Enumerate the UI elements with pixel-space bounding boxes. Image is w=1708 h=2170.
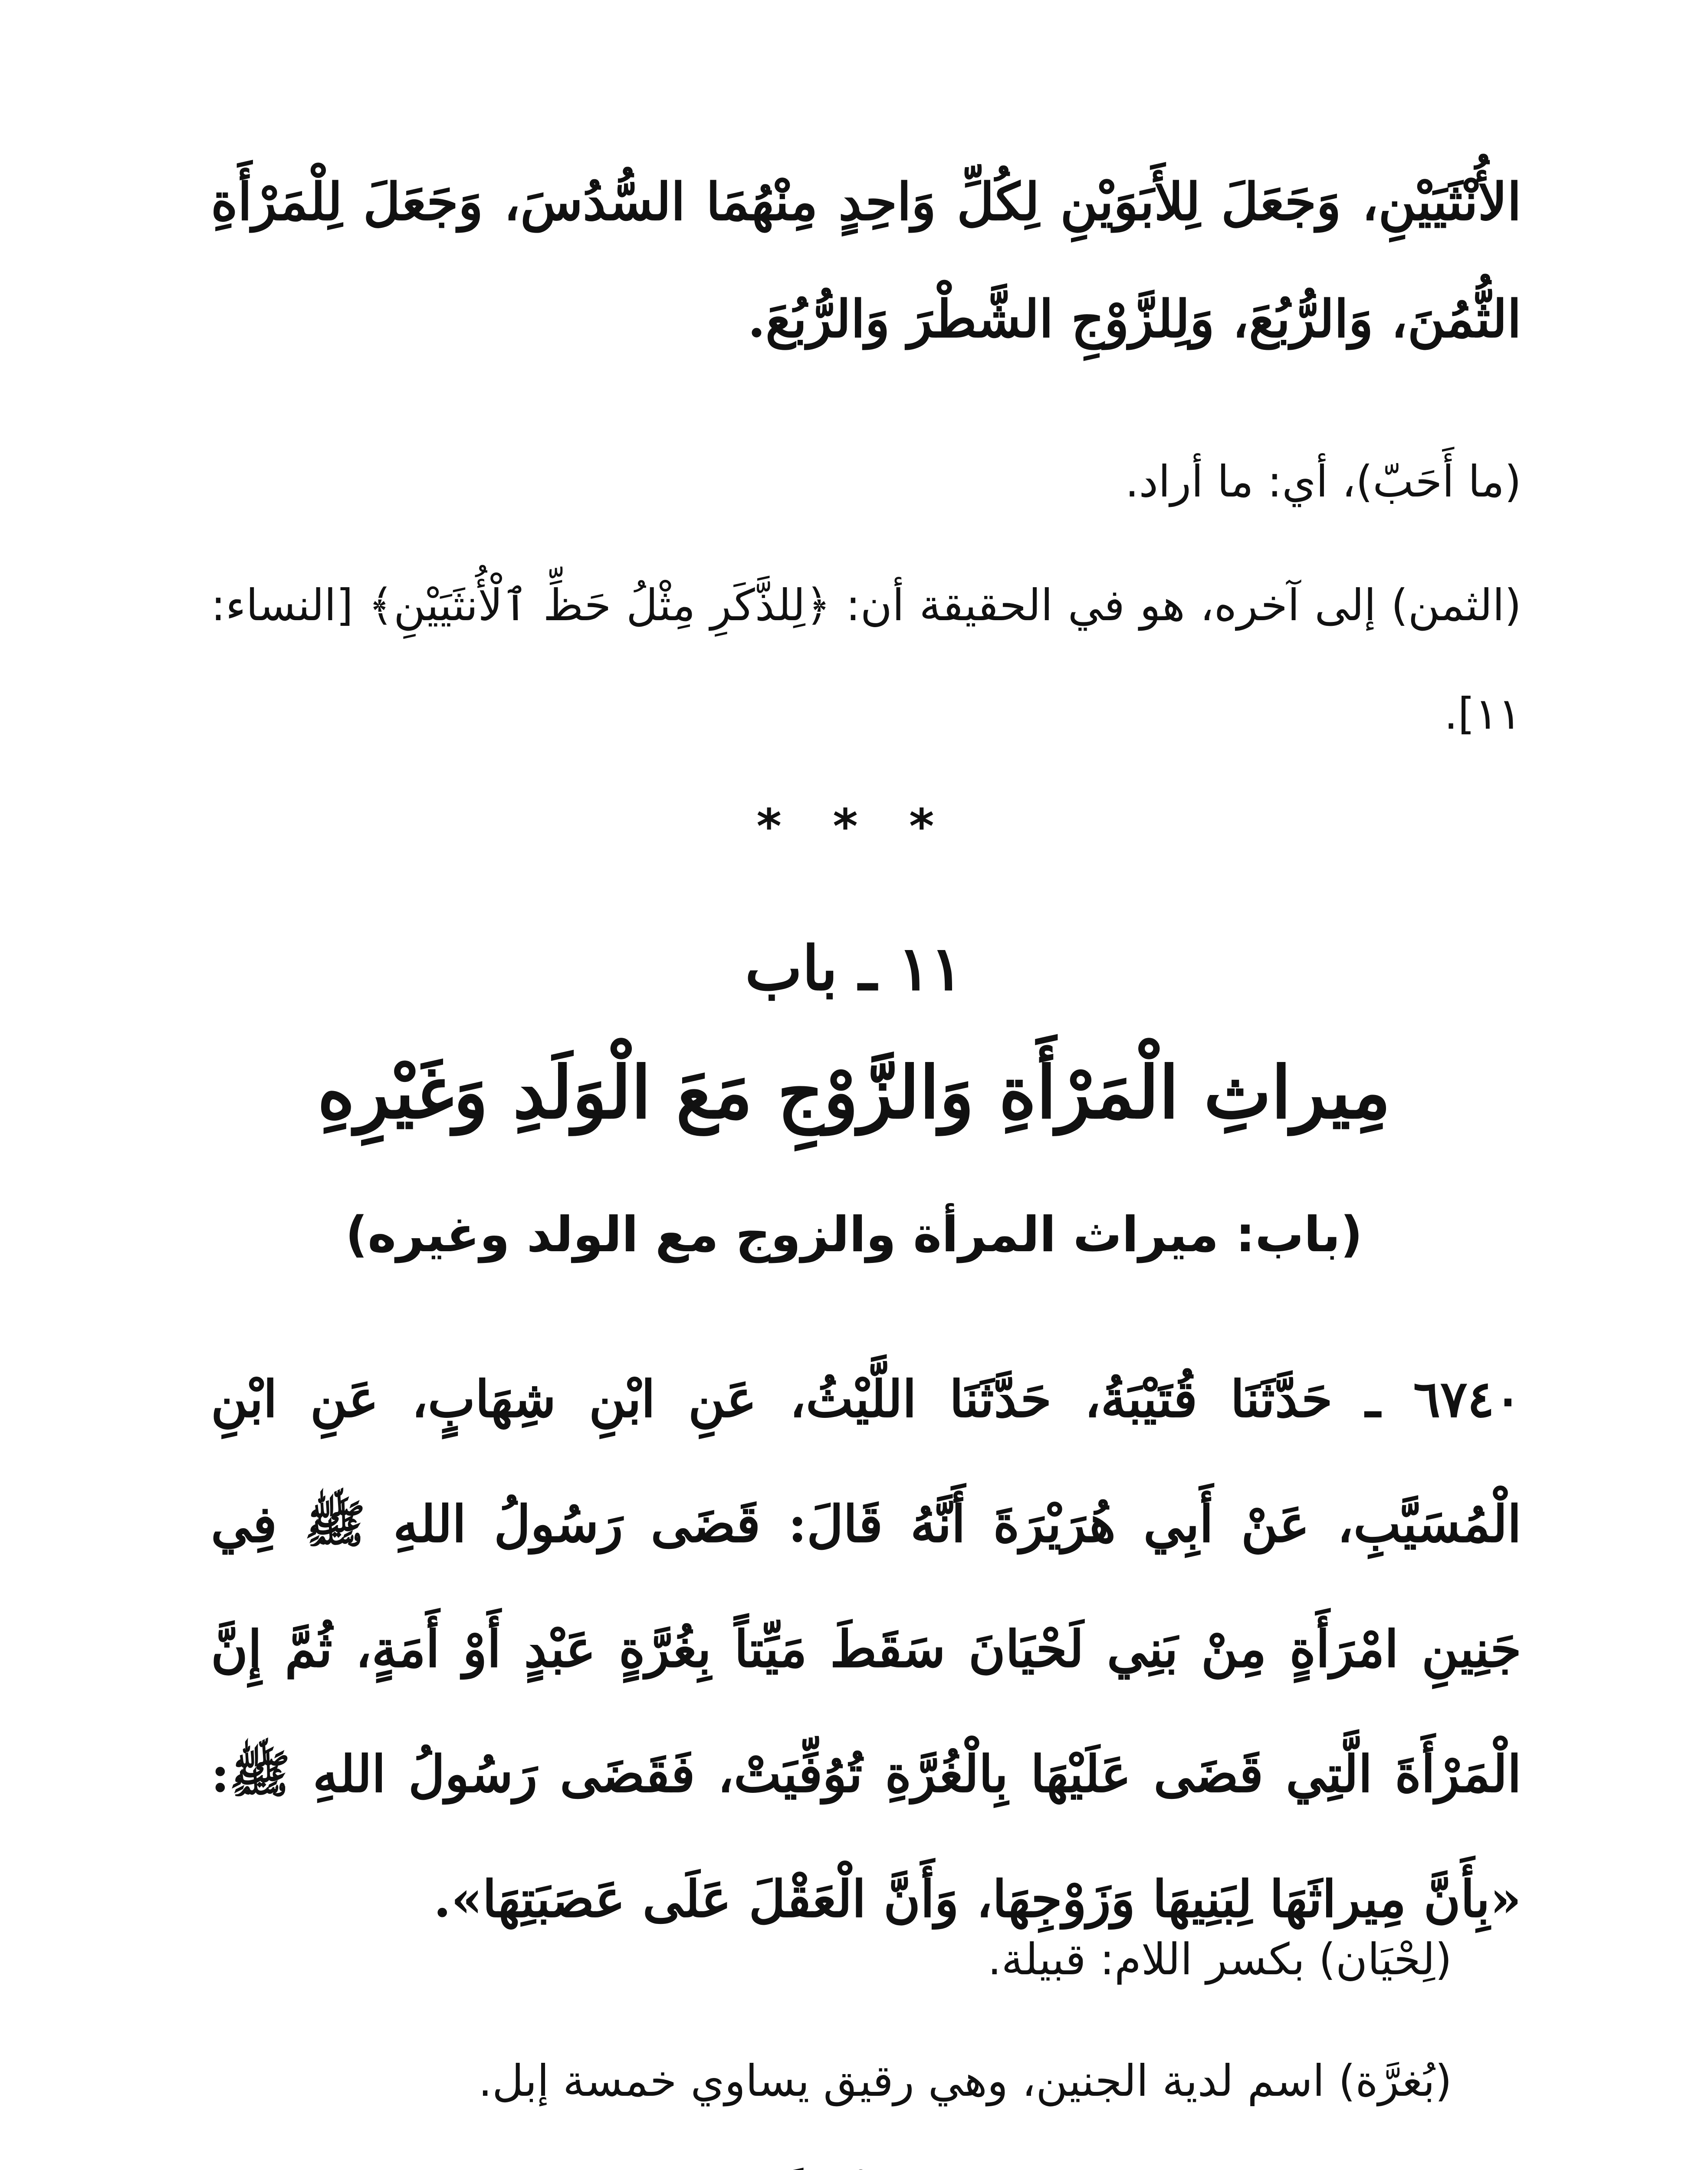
gloss-1: (لِحْيَان) بكسر اللام: قبيلة.	[987, 1934, 1452, 1985]
note-explanation-2: (الثمن) إلى آخره، هو في الحقيقة أن: ﴿لِلذَّكَرِ مِثْلُ حَظِّ ٱلْأُنثَيَيْنِ﴾ [النساء: ١١].	[211, 580, 1521, 739]
chapter-subtitle: (باب: ميراث المرأة والزوج مع الولد وغيره)	[345, 1207, 1363, 1263]
section-separator: * * *	[756, 799, 952, 854]
verse-continuation: الأُنْثَيَيْنِ، وَجَعَلَ لِلأَبَوَيْنِ لِكُلِّ وَاحِدٍ مِنْهُمَا السُّدُسَ، وَجَعَلَ لِلْمَرْأَةِ الثُّمُنَ، وَالرُّبُعَ، وَلِلزَّوْجِ الشَّطْرَ وَالرُّبُعَ.	[211, 171, 1521, 349]
note-explanation-1: (ما أَحَبّ)، أي: ما أراد.	[1125, 456, 1521, 507]
chapter-title: مِيراثِ الْمَرْأَةِ وَالزَّوْجِ مَعَ الْوَلَدِ وَغَيْرِهِ	[317, 1050, 1391, 1134]
gloss-2: (بُغرَّة) اسم لدية الجنين، وهي رقيق يساوي خمسة إبل.	[478, 2055, 1452, 2106]
chapter-number: ١١ ـ باب	[745, 933, 963, 1004]
hadith-text: ٦٧٤٠ ـ حَدَّثَنَا قُتَيْبَةُ، حَدَّثَنَا اللَّيْثُ، عَنِ ابْنِ شِهَابٍ، عَنِ ابْنِ الْمُسَيَّبِ، عَنْ أَبِي هُرَيْرَةَ أَنَّهُ قَالَ: قَضَى رَسُولُ اللهِ ﷺ فِي جَنِينِ امْرَأَةٍ مِنْ بَنِي لَحْيَانَ سَقَطَ مَيِّتاً بِغُرَّةٍ عَبْدٍ أَوْ أَمَةٍ، ثُمَّ إِنَّ الْمَرْأَةَ الَّتِي قَضَى عَلَيْهَا بِالْغُرَّةِ تُوُفِّيَتْ، فَقَضَى رَسُولُ اللهِ ﷺ: «بِأَنَّ مِيراثَهَا لِبَنِيهَا وَزَوْجِهَا، وَأَنَّ الْعَقْلَ عَلَى عَصَبَتِهَا».	[211, 1370, 1521, 1929]
gloss-3	[211, 2166, 1452, 2170]
